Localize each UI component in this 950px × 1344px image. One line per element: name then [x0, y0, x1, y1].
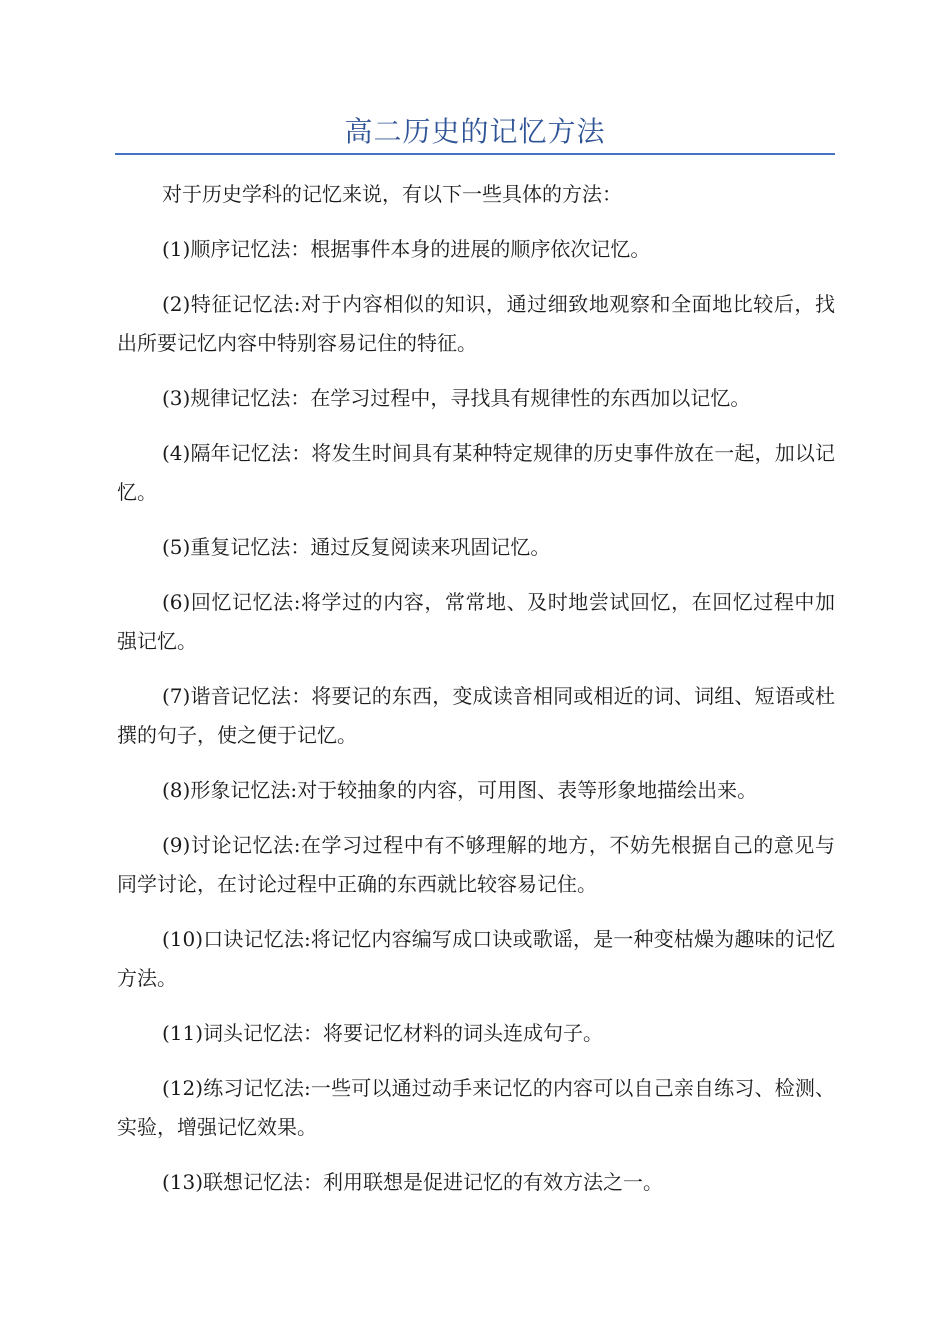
method-paragraph-4: (4)隔年记忆法：将发生时间具有某种特定规律的历史事件放在一起，加以记忆。 [117, 441, 835, 504]
title-underline [115, 153, 835, 155]
method-paragraph-1: (1)顺序记忆法：根据事件本身的进展的顺序依次记忆。 [162, 237, 651, 261]
method-paragraph-12: (12)练习记忆法:一些可以通过动手来记忆的内容可以自己亲自练习、检测、实验，增强记忆效果。 [117, 1076, 835, 1139]
method-paragraph-5: (5)重复记忆法：通过反复阅读来巩固记忆。 [162, 535, 551, 559]
method-paragraph-9: (9)讨论记忆法:在学习过程中有不够理解的地方，不妨先根据自己的意见与同学讨论，在讨论过程中正确的东西就比较容易记住。 [117, 833, 835, 896]
method-paragraph-11: (11)词头记忆法：将要记忆材料的词头连成句子。 [162, 1021, 604, 1045]
document-title: 高二历史的记忆方法 [344, 115, 606, 148]
document-body [117, 175, 835, 1218]
method-paragraph-13: (13)联想记忆法：利用联想是促进记忆的有效方法之一。 [162, 1170, 664, 1194]
method-paragraph-6: (6)回忆记忆法:将学过的内容，常常地、及时地尝试回忆，在回忆过程中加强记忆。 [117, 590, 835, 653]
method-paragraph-2: (2)特征记忆法:对于内容相似的知识，通过细致地观察和全面地比较后，找出所要记忆内容中特别容易记住的特征。 [117, 292, 835, 355]
method-paragraph-3: (3)规律记忆法：在学习过程中，寻找具有规律性的东西加以记忆。 [162, 386, 751, 410]
method-paragraph-10: (10)口诀记忆法:将记忆内容编写成口诀或歌谣，是一种变枯燥为趣味的记忆方法。 [117, 927, 835, 990]
method-paragraph-7: (7)谐音记忆法：将要记的东西，变成读音相同或相近的词、词组、短语或杜撰的句子，使之便于记忆。 [117, 684, 835, 747]
method-paragraph-8: (8)形象记忆法:对于较抽象的内容，可用图、表等形象地描绘出来。 [162, 778, 758, 802]
intro-paragraph: 对于历史学科的记忆来说，有以下一些具体的方法： [162, 182, 622, 206]
